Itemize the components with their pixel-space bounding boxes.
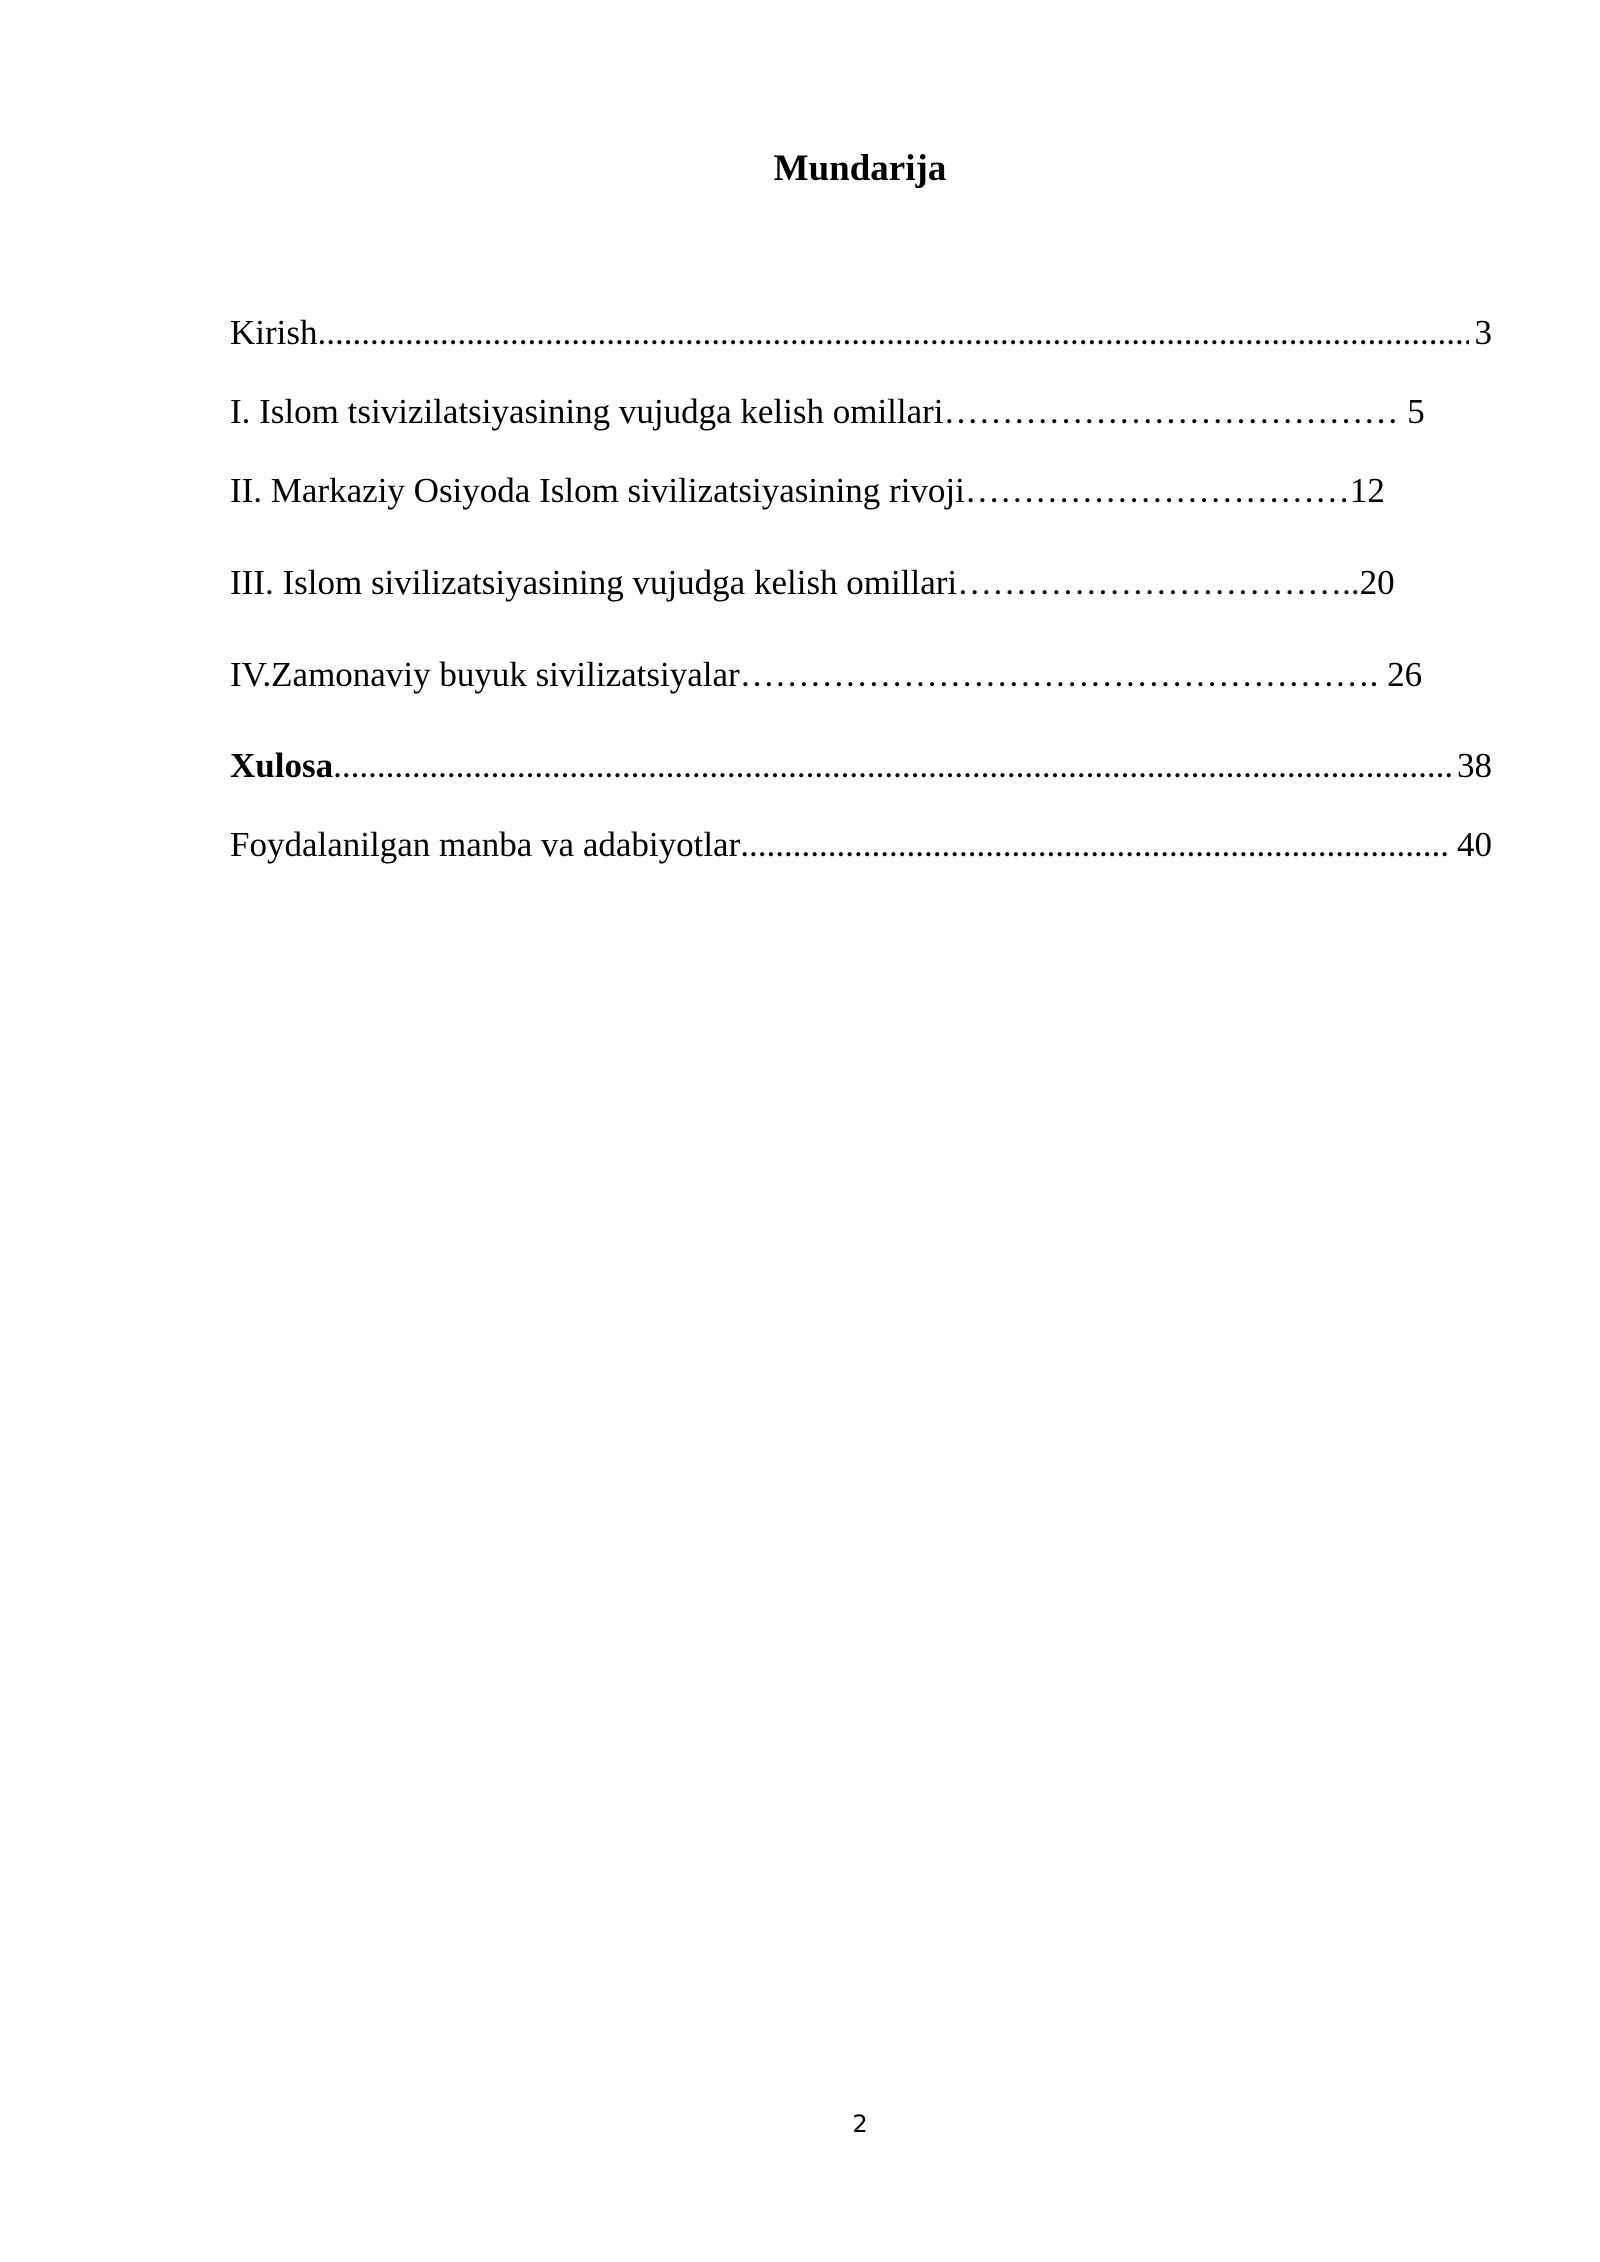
page-title: Mundarija (773, 148, 947, 189)
toc-entry-references[interactable] (230, 827, 1492, 862)
toc-entry-label: Xulosa (230, 746, 334, 785)
toc-entry-label: IV.Zamonaviy buyuk sivilizatsiyalar………………………………………………. 26 (230, 655, 1423, 694)
toc-entry-label: Kirish (230, 313, 318, 352)
toc-entry-chapter-2[interactable] (230, 473, 1385, 508)
toc-dot-leader (333, 748, 1451, 783)
toc-entry-chapter-1[interactable] (230, 394, 1425, 429)
toc-entry-page: 40 (1457, 825, 1492, 864)
toc-dot-leader (740, 827, 1451, 862)
toc-entry-page: 3 (1474, 313, 1492, 352)
toc-entry-label: II. Markaziy Osiyoda Islom sivilizatsiyasining rivoji……………………………12 (230, 471, 1385, 510)
page-number: 2 (852, 2110, 868, 2138)
toc-entry-xulosa[interactable] (230, 748, 1492, 783)
toc-entry-label: III. Islom sivilizatsiyasining vujudga kelish omillari……………………………..20 (230, 563, 1395, 602)
toc-entry-kirish[interactable] (230, 315, 1492, 350)
toc-entry-chapter-3[interactable] (230, 565, 1395, 600)
toc-entry-page: 38 (1457, 746, 1492, 785)
toc-entry-chapter-4[interactable] (230, 657, 1422, 692)
toc-entry-label: Foydalanilgan manba va adabiyotlar (230, 825, 741, 864)
toc-entry-label: I. Islom tsivizilatsiyasining vujudga kelish omillari………………………………… 5 (230, 392, 1425, 431)
toc-dot-leader (318, 315, 1469, 350)
